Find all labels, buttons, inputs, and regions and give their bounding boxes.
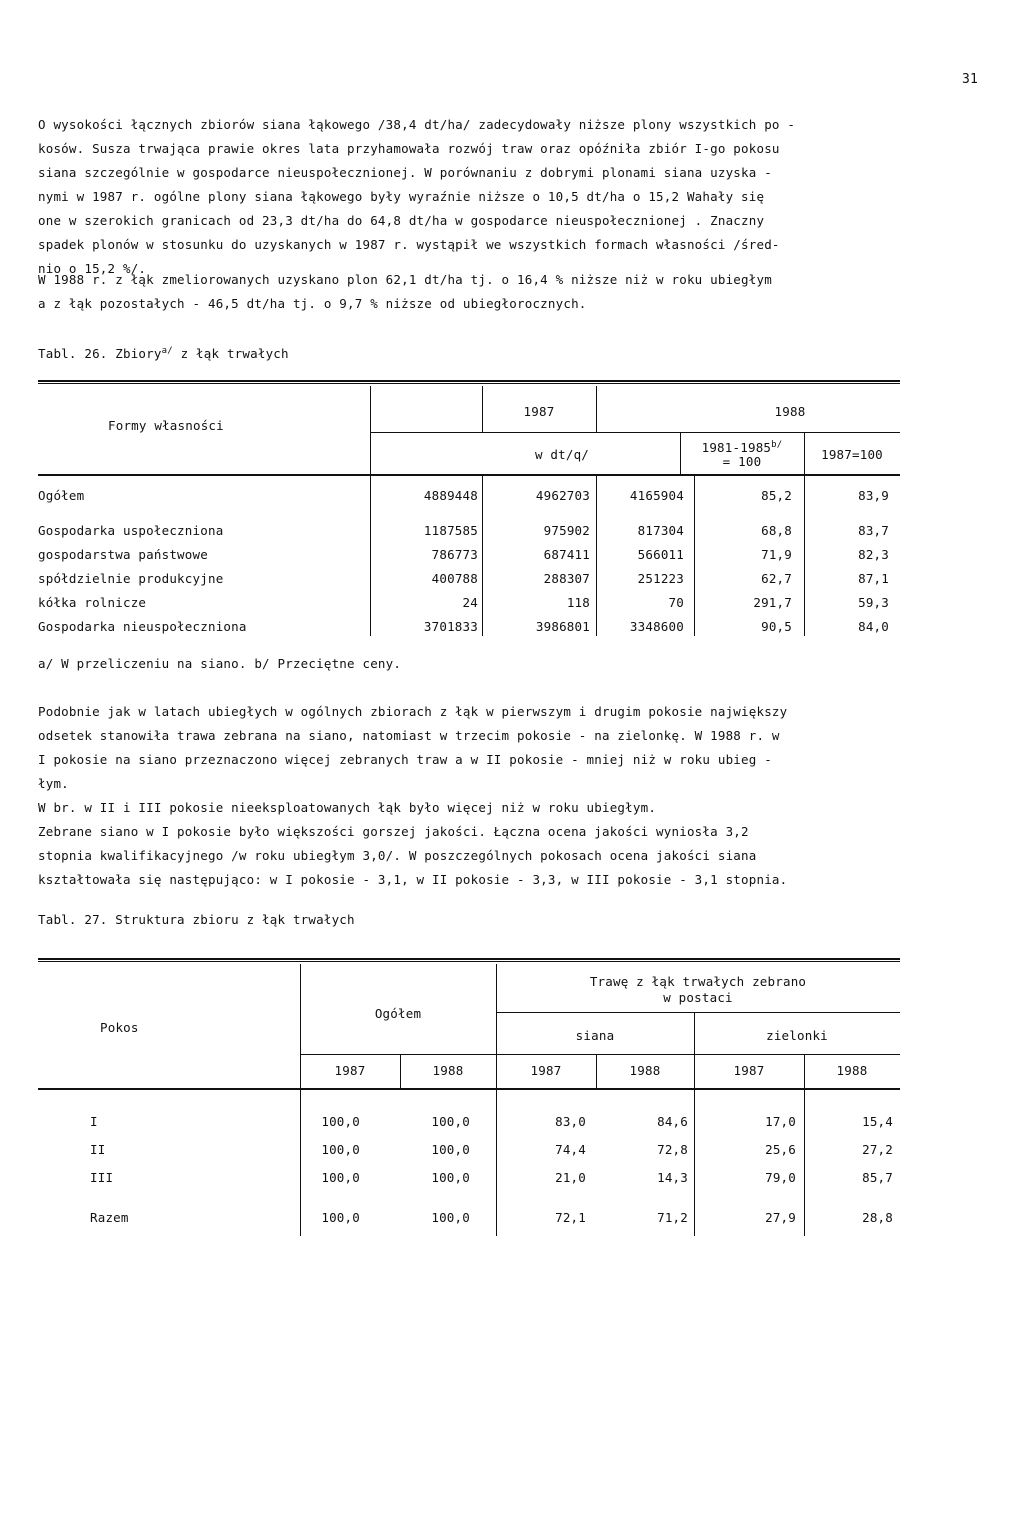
table27-header-pokos: Pokos (100, 1020, 139, 1035)
table26-cell: 3986801 (535, 619, 590, 634)
intro2-line: W 1988 r. z łąk zmeliorowanych uzyskano plon 62,1 dt/ha tj. o 16,4 % niższe niż w roku ubiegłym (38, 272, 772, 287)
table27-cell: 100,0 (321, 1210, 360, 1225)
intro-line: spadek plonów w stosunku do uzyskanych w 1987 r. wystąpił we wszystkich formach własności /śred- (38, 237, 780, 252)
table26-cell: 118 (566, 595, 590, 610)
table26-header-unit: w dt/q/ (534, 447, 590, 462)
table27-cell: 74,4 (555, 1142, 586, 1157)
table26-header-base1-eq: = 100 (722, 454, 762, 470)
table27-year-header: 1988 (836, 1063, 868, 1078)
middle-line: kształtowała się następująco: w I pokosie - 3,1, w II pokosie - 3,3, w III pokosie - 3,1 stopnia. (38, 872, 788, 887)
table26-cell: 4962703 (535, 488, 590, 503)
table26-cell: 62,7 (761, 571, 792, 586)
table26-header-1988: 1988 (774, 404, 806, 419)
table26-header-base1-sup: b/ (771, 440, 783, 450)
intro-line: kosów. Susza trwająca prawie okres lata przyhamowała rozwój traw oraz opóźniła zbiór I-go pokosu (38, 141, 780, 156)
table26-cell: 87,1 (858, 571, 889, 586)
table26-cell: 400788 (431, 571, 478, 586)
table27-cell: 28,8 (862, 1210, 893, 1225)
table26-cell: 84,0 (858, 619, 889, 634)
intro-line: one w szerokich granicach od 23,3 dt/ha do 64,8 dt/ha w gospodarce nieuspołecznionej . Znaczny (38, 213, 765, 228)
table27-cell: 84,6 (657, 1114, 688, 1129)
table26-row-label: Gospodarka uspołeczniona (38, 523, 224, 538)
table27-cell: 27,9 (765, 1210, 796, 1225)
middle-line: odsetek stanowiła trawa zebrana na siano, natomiast w trzecim pokosie - na zielonkę. W 1988 r. w (38, 728, 780, 743)
table26-cell: 288307 (543, 571, 590, 586)
table27-cell: 72,1 (555, 1210, 586, 1225)
table26-cell: 566011 (637, 547, 684, 562)
table27-year-header: 1988 (432, 1063, 464, 1078)
intro-paragraph-2 (38, 268, 998, 316)
table27-cell: 15,4 (862, 1114, 893, 1129)
table27-cell: 100,0 (431, 1114, 470, 1129)
table26-cell: 251223 (637, 571, 684, 586)
page-number: 31 (962, 72, 979, 87)
table27-cell: 25,6 (765, 1142, 796, 1157)
table27-cell: 100,0 (321, 1142, 360, 1157)
table26-cell: 59,3 (858, 595, 889, 610)
intro-line: O wysokości łącznych zbiorów siana łąkowego /38,4 dt/ha/ zadecydowały niższe plony wszystkich po - (38, 117, 796, 132)
table27-cell: 100,0 (321, 1114, 360, 1129)
table26-cell: 1187585 (423, 523, 478, 538)
table27-header-hay: siana (575, 1028, 615, 1043)
table27-header-group (496, 974, 900, 1006)
table27-cell: 85,7 (862, 1170, 893, 1185)
table26-cell: 3701833 (423, 619, 478, 634)
table26-cell: 4889448 (423, 488, 478, 503)
table27-cell: 100,0 (431, 1210, 470, 1225)
table26-cell: 3348600 (629, 619, 684, 634)
table27-caption: Tabl. 27. Struktura zbioru z łąk trwałych (38, 912, 355, 927)
table27-cell: 100,0 (431, 1142, 470, 1157)
table26-header-base1-label: 1981-1985 (701, 440, 772, 456)
table26-cell: 82,3 (858, 547, 889, 562)
table27-cell: 17,0 (765, 1114, 796, 1129)
table26-row-label: spółdzielnie produkcyjne (38, 571, 224, 586)
table26-caption-prefix: Tabl. 26. Zbiory (38, 346, 162, 362)
table26-cell: 70 (668, 595, 684, 610)
table26-cell: 83,7 (858, 523, 889, 538)
table27-year-header: 1987 (530, 1063, 562, 1078)
table27-row-label: II (90, 1142, 106, 1157)
middle-line: Zebrane siano w I pokosie było większości gorszej jakości. Łączna ocena jakości wyniosła 3,2 (38, 824, 749, 839)
middle-line: I pokosie na siano przeznaczono więcej zebranych traw a w II pokosie - mniej niż w roku ubieg - (38, 752, 772, 767)
table27-year-header: 1987 (334, 1063, 366, 1078)
table26-cell: 817304 (637, 523, 684, 538)
table27-cell: 83,0 (555, 1114, 586, 1129)
table26-row-label: Gospodarka nieuspołeczniona (38, 619, 247, 634)
table27-cell: 27,2 (862, 1142, 893, 1157)
table26-cell: 90,5 (761, 619, 792, 634)
intro-paragraph (38, 113, 998, 281)
table26-header-forms: Formy własności (108, 418, 224, 433)
middle-line: W br. w II i III pokosie nieeksploatowanych łąk było więcej niż w roku ubiegłym. (38, 800, 657, 815)
intro2-line: a z łąk pozostałych - 46,5 dt/ha tj. o 9,7 % niższe od ubiegłorocznych. (38, 296, 587, 311)
table27-year-header: 1987 (733, 1063, 765, 1078)
table26-header-1987: 1987 (523, 404, 555, 419)
table27-row-label: I (90, 1114, 98, 1129)
table27-header-total: Ogółem (374, 1006, 422, 1021)
middle-line: łym. (38, 776, 69, 791)
intro-line: siana szczególnie w gospodarce nieuspołecznionej. W porównaniu z dobrymi plonami siana uzyska - (38, 165, 772, 180)
table26-caption (38, 346, 289, 361)
table27-row-label: Razem (90, 1210, 129, 1225)
table27-cell: 14,3 (657, 1170, 688, 1185)
table27-year-header: 1988 (629, 1063, 661, 1078)
middle-paragraph (38, 700, 998, 892)
table27-cell: 79,0 (765, 1170, 796, 1185)
table26-cell: 68,8 (761, 523, 792, 538)
table26-caption-suffix: z łąk trwałych (172, 346, 289, 362)
table26-footnote: a/ W przeliczeniu na siano. b/ Przeciętne ceny. (38, 656, 402, 671)
table27-header-group-line2: w postaci (663, 990, 733, 1005)
table27-cell: 71,2 (657, 1210, 688, 1225)
table27-header-group-line1: Trawę z łąk trwałych zebrano (589, 974, 807, 989)
table27-cell: 100,0 (321, 1170, 360, 1185)
table26-cell: 4165904 (629, 488, 684, 503)
intro-line: nymi w 1987 r. ogólne plony siana łąkowego były wyraźnie niższe o 10,5 dt/ha o 15,2 Wahały się (38, 189, 765, 204)
table26-cell: 975902 (543, 523, 590, 538)
table26-cell: 291,7 (753, 595, 792, 610)
table26-cell: 24 (462, 595, 478, 610)
middle-line: Podobnie jak w latach ubiegłych w ogólnych zbiorach z łąk w pierwszym i drugim pokosie największy (38, 704, 788, 719)
table26-row-label: Ogółem (38, 488, 85, 503)
middle-line: stopnia kwalifikacyjnego /w roku ubiegłym 3,0/. W poszczególnych pokosach ocena jakości siana (38, 848, 757, 863)
table27-header-green: zielonki (766, 1028, 828, 1043)
table27-cell: 72,8 (657, 1142, 688, 1157)
intro-line: nio o 15,2 %/. (38, 261, 147, 276)
table26-cell: 85,2 (761, 488, 792, 503)
table26-row-label: gospodarstwa państwowe (38, 547, 208, 562)
table26-cell: 687411 (543, 547, 590, 562)
table27-cell: 21,0 (555, 1170, 586, 1185)
table26-cell: 83,9 (858, 488, 889, 503)
table26-cell: 786773 (431, 547, 478, 562)
table26-header-base1 (680, 438, 804, 469)
table26-caption-sup: a/ (161, 346, 173, 356)
table27-cell: 100,0 (431, 1170, 470, 1185)
table27-row-label: III (90, 1170, 114, 1185)
table26-row-label: kółka rolnicze (38, 595, 147, 610)
table26-header-base2: 1987=100 (821, 447, 883, 462)
table26-cell: 71,9 (761, 547, 792, 562)
